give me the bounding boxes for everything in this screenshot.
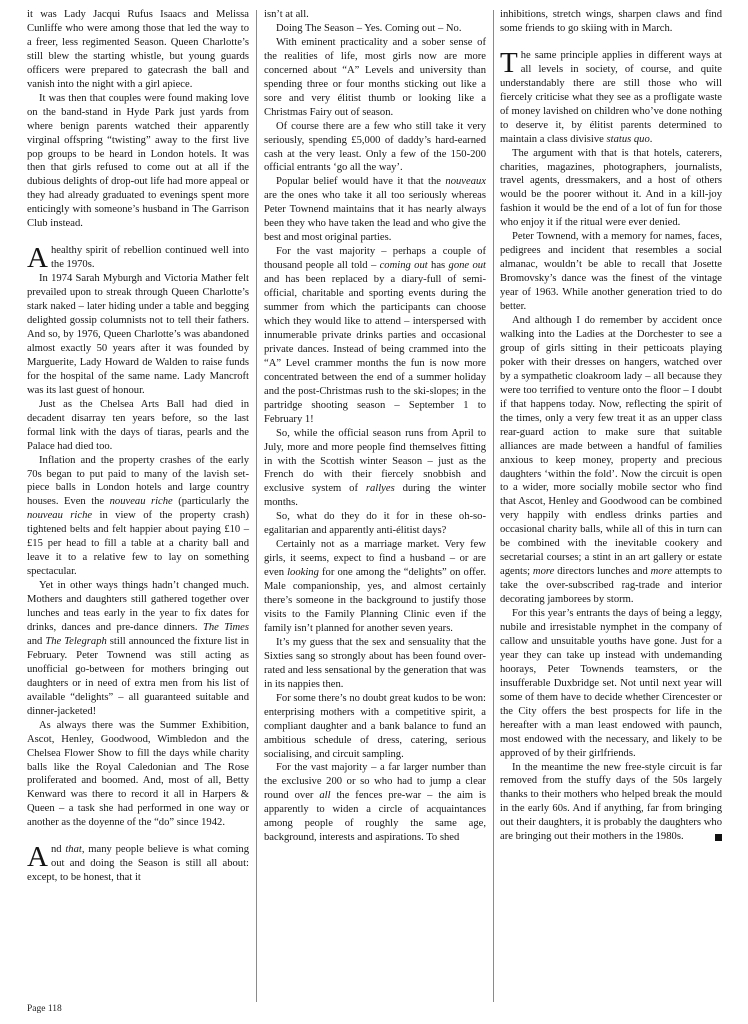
paragraph: It’s my guess that the sex and sensuality that the Sixties sang so strongly about has been found over-rated and less sensational by the generation that was in its nappies then. [264,636,486,690]
paragraph: Just as the Chelsea Arts Ball had died in decadent disarray ten years before, so the last formal link with the days of tiaras, pearls and the Palace had died too. [27,398,249,452]
paragraph: For this year’s entrants the days of being a leggy, nubile and irresistable nymphet in the company of callow and unsuitable youths have gone. Just for a year they can take up instead with undemanding hoorays, Peter Townends teamsters, or the insufferable Duxbridge set. Not until next year will some of them have to decide whether Cirencester or the City offers the best prospects for life in the hereafter with a man least endowed with paunch, most endowed with the necessary, and likely to be approved of by their girlfriends. [500,608,722,759]
paragraph: inhibitions, stretch wings, sharpen claws and find some friends to go skiing with in March. [500,9,722,34]
drop-cap: T [500,46,518,79]
drop-cap: A [27,841,48,874]
column-rule [256,10,257,1002]
paragraph: The argument with that is that hotels, caterers, charities, magazines, photographers, journalists, travel agents, dressmakers, and a host of others would be the poorer without it. And in a kill-joy fashion it would be the end of a lot of fun for those who enjoy it if the ritual were ever denied. [500,147,722,229]
paragraph: For the vast majority – a far larger number than the exclusive 200 or so who had to jump a clear round over all the fences pre-war – the aim is apparently to widen a circle of acquaintances among people of roughly the same age, background, interests and aspirations. To shed [264,762,486,844]
paragraph: Certainly not as a marriage market. Very few girls, it seems, expect to find a husband – or are even looking for one among the “delights” on offer. Male companionship, yes, and almost certainly there’s someone in the background to justify those visits to the Family Planning Clinic even if the family isn’t planned for another seven years. [264,539,486,634]
drop-cap: A [27,242,48,275]
page-number: Page 118 [27,1004,62,1014]
column-rule [493,10,494,1002]
end-of-article-mark [715,834,722,841]
paragraph: Doing The Season – Yes. Coming out – No. [276,22,462,34]
paragraph: isn’t at all. [264,9,309,20]
paragraph: It was then that couples were found making love on the band-stand in Hyde Park just yards from where benign parents watched their apparently virginal offspring “twisting” away to the first live pop groups to be heard in London hotels. It was then that girls refused to come out at all if the dubious delights of drop-out life had more appeal or they had already graduated to evenings spent more enticingly with someone’s husband in The Garrison Club instead. [27,92,249,230]
text-column-2 [264,8,486,845]
paragraph: Ahealthy spirit of rebellion continued well into the 1970s. [27,242,249,275]
paragraph: Peter Townend, with a memory for names, faces, pedigrees and incident that resembles a social almanac, wouldn’t be able to recall that Josette Bromovsky’s dance was the finest of the vintage year of 1963. While another generation tried to do better. [500,231,722,313]
paragraph: As always there was the Summer Exhibition, Ascot, Henley, Goodwood, Wimbledon and the Chelsea Flower Show to fill the days while charity balls like the Royal Caledonian and The Rose proliferated and boomed. And, most of all, Betty Kenward was there to record it all in Harpers & Queen – a task she had performed in one way or another as the doyenne of the “do” since 1942. [27,719,249,829]
paragraph: Yet in other ways things hadn’t changed much. Mothers and daughters still gathered together over lunches and teas early in the year to fix dates for drinks, dances and pre-dance dinners. The Times and The Telegraph still announced the fixture list in February. Peter Townend was still acting as unofficial go-between for mothers bringing out daughters or in need of extra men from his list of available “delights” – all guaranteed suitable and dinner-jacketed! [27,580,249,717]
paragraph: And although I do remember by accident once walking into the Ladies at the Dorchester to see a group of girls sitting in their petticoats playing poker with their dresses on hangers, watched over by a sympathetic cloakroom lady – all because they were too terrified to venture onto the floor – I doubt if that happens today. Now, reflecting the spirit of the times, only a very few treat it as an upper class rear-guard action to make sure that suitable alliances are made between a handful of families anxious to keep money, property and precious daughters ‘within the fold’. Now the circuit is open to a wider, more socially mobile sector who find that Ascot, Henley and Goodwood can be combined very happily with endless drinks parties and occasional charity balls, while all of this in turn can be combined with the inevitable cookery and secretarial courses; a stint in an art gallery or estate agents; more directors lunches and more attempts to take the over-subscribed rag-trade and interior decorating jamborees by storm. [500,315,722,606]
paragraph: Popular belief would have it that the nouveaux are the ones who take it all too seriously whereas Peter Townend maintains that it has nearly always been they who have taken the lead and who give the best and most original parties. [264,176,486,244]
paragraph: In 1974 Sarah Myburgh and Victoria Mather felt prevailed upon to streak through Queen Charlotte’s stark naked – later hiding under a table and begging delighted gossip columnists not to tell their fathers. And so, by 1976, Queen Charlotte’s was abandoned almost exactly 50 years after it was founded by Marguerite, Lady Howard de Walden to raise funds for the hospital of the same name. Lady Mancroft was its last guest of honour. [27,273,249,396]
paragraph: The same principle applies in different ways at all levels in society, of course, and quite understandably there are still those who will fiercely criticise what they see as a profligate waste of money lavished on children who’ve done nothing to deserve it, by élitist parents determined to maintain a class divisive status quo. [500,46,722,145]
paragraph: it was Lady Jacqui Rufus Isaacs and Melissa Cunliffe who were among those that led the way to a freer, less regimented Season. Queen Charlotte’s still blew the starting whistle, but young guards officers were prepared to gatecrash the ball and vanish into the night with a girl apiece. [27,9,249,90]
text-column-3 [500,8,722,844]
paragraph: Of course there are a few who still take it very seriously, spending £5,000 of daddy’s hard-earned cash at the very least. Only a few of the 150-200 official entrants ‘go all the way’. [264,120,486,174]
text-column-1 [27,8,249,885]
paragraph: Inflation and the property crashes of the early 70s began to put paid to many of the lavish set-piece balls in London hotels and large country houses. Even the nouveau riche (particularly the nouveau riche in view of the property crash) tightened belts and felt happier about paying £10 – £15 per head to fill a table at a charity ball and leave it to a relative few to lay on something spectacular. [27,454,250,578]
paragraph: For the vast majority – perhaps a couple of thousand people all told – coming out has gone out and has been replaced by a diary-full of semi-official, charitable and sporting events during the summer from which the participants can choose which they would like to attend – interspersed with innumerable private drinks parties and occasional private dances. Instead of being crammed into the “A” Level crammer months the fun is now more concentrated between the end of a summer holiday and the post-Christmas rush to the ski-slopes; in the partridge shooting season – September 1 to February 1! [264,246,486,425]
paragraph: With eminent practicality and a sober sense of the realities of life, most girls now are more concerned about “A” Levels and university than spending three or four months sticking out like a sore and very élitist thumb or looking like a Christmas Fairy out of season. [264,36,486,118]
paragraph: So, while the official season runs from April to July, more and more people find themselves fitting in with the Scottish winter Season – just as the French do with their fiercely snobbish and exclusive system of rallyes during the winter months. [264,427,486,509]
paragraph: For some there’s no doubt great kudos to be won: enterprising mothers with a competitive spirit, a compliant daughter and a bank balance to fund an ambitious schedule of dress, catering, serious socialising, and circuit sampling. [264,692,486,760]
paragraph: In the meantime the new free-style circuit is far removed from the stuffy days of the 50s largely thanks to their mothers who helped break the mould in the early 60s. And if anything, far from bringing out their daughters, it is probably the daughters who are bringing out their mothers in the 1980s. [500,761,722,843]
paragraph: And that, many people believe is what coming out and doing the Season is still all about: except, to be honest, that it [27,841,249,884]
paragraph: So, what do they do it for in these oh-so-egalitarian and apparently anti-élitist days? [264,511,486,537]
